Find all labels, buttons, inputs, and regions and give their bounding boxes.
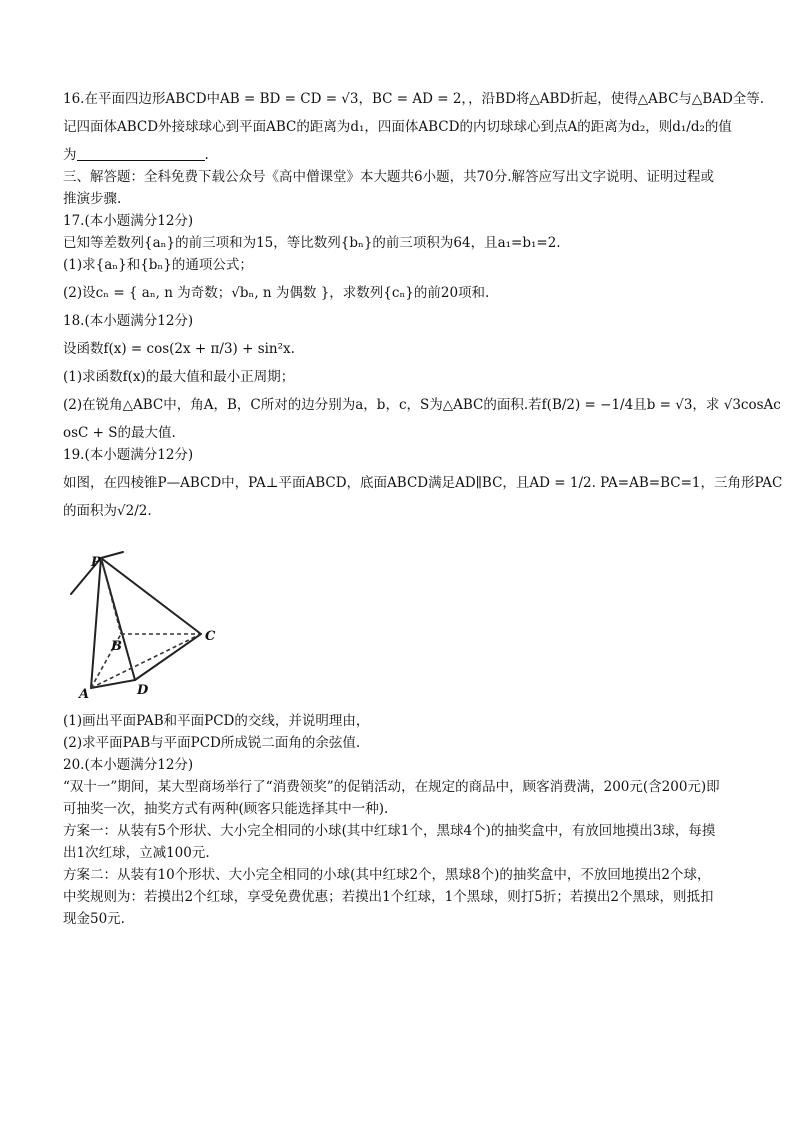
answer-blank: [77, 146, 205, 161]
q19-header: 19.(本小题满分12分): [63, 447, 194, 463]
section3-line2: 推演步骤.: [63, 191, 122, 207]
exam-page: [63, 88, 783, 930]
q17-part1: (1)求{aₙ}和{bₙ}的通项公式；: [63, 257, 253, 273]
label-a: A: [79, 687, 90, 700]
q19-stem-line1: 如图，在四棱锥P—ABCD中，PA⊥平面ABCD，底面ABCD满足AD∥BC，且AD = 1/2. PA=AB=BC=1，三角形PAC: [63, 475, 783, 491]
pyramid-figure: [63, 550, 233, 700]
q16-line3-suffix: .: [204, 147, 209, 163]
q16-line1: 16.在平面四边形ABCD中AB = BD = CD = √3，BC = AD = 2，，沿BD将△ABD折起，使得△ABC与△BAD全等.: [63, 91, 765, 107]
q18-stem: 设函数f(x) = cos(2x + π/3) + sin²x.: [63, 341, 295, 357]
q18-header: 18.(本小题满分12分): [63, 313, 194, 329]
section3-line1: 三、解答题：全科免费下载公众号《高中僧课堂》本大题共6小题，共70分.解答应写出文字说明、证明过程或: [63, 169, 715, 185]
q17-header: 17.(本小题满分12分): [63, 213, 194, 229]
q19-part1: (1)画出平面PAB和平面PCD的交线，并说明理由，: [63, 713, 370, 729]
q19-stem-line2: 的面积为√2/2.: [63, 503, 152, 519]
q16-line3-prefix: 为: [63, 147, 77, 163]
q18-part2-line2: osC + S的最大值.: [63, 425, 176, 441]
pyramid-diagram: [63, 550, 233, 700]
q18-part1: (1)求函数f(x)的最大值和最小正周期；: [63, 369, 295, 385]
label-b: B: [111, 639, 122, 654]
q18-part2-line1: (2)在锐角△ABC中，角A，B，C所对的边分别为a，b，c，S为△ABC的面积.若f(B/2) = −1/4且b = √3，求 √3cosAc: [63, 397, 781, 413]
q20-line4: 出1次红球，立减100元.: [63, 845, 210, 861]
q16-line3: [63, 144, 735, 166]
q20-line2: 可抽奖一次，抽奖方式有两种(顾客只能选择其中一种).: [63, 801, 389, 817]
q20-line1: “双十一”期间，某大型商场举行了“消费领奖”的促销活动，在规定的商品中，顾客消费满，200元(含200元)即: [63, 779, 720, 795]
q16-line2: 记四面体ABCD外接球球心到平面ABC的距离为d₁，四面体ABCD的内切球球心到点A的距离为d₂，则d₁/d₂的值: [63, 119, 732, 135]
label-p: P: [91, 555, 101, 570]
q20-header: 20.(本小题满分12分): [63, 757, 194, 773]
q19-part2: (2)求平面PAB与平面PCD所成锐二面角的余弦值.: [63, 735, 361, 751]
q20-line3: 方案一：从装有5个形状、大小完全相同的小球(其中红球1个，黑球4个)的抽奖盒中，有放回地摸出3球，每摸: [63, 823, 716, 839]
q20-line5: 方案二：从装有10个形状、大小完全相同的小球(其中红球2个，黑球8个)的抽奖盒中，不放回地摸出2个球，: [63, 867, 711, 883]
q20-line7: 现金50元.: [63, 911, 125, 927]
q17-stem: 已知等差数列{aₙ}的前三项和为15，等比数列{bₙ}的前三项积为64，且a₁=b₁=2.: [63, 235, 561, 251]
label-d: D: [137, 683, 149, 698]
label-c: C: [205, 629, 216, 644]
q20-line6: 中奖规则为：若摸出2个红球，享受免费优惠；若摸出1个红球，1个黑球，则打5折；若摸出2个黑球，则抵扣: [63, 889, 714, 905]
q17-part2: (2)设cₙ = { aₙ, n 为奇数；√bₙ, n 为偶数 }，求数列{cₙ}的前20项和.: [63, 285, 490, 301]
